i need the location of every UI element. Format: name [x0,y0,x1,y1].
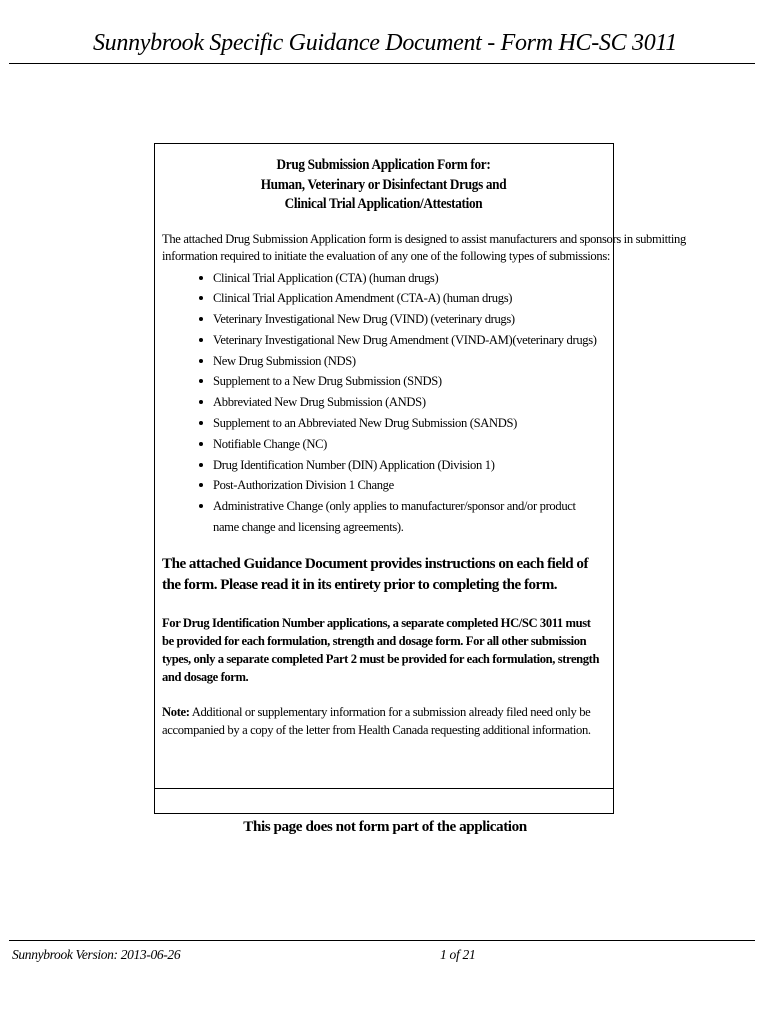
intro-line: information required to initiate the evaluation of any one of the following types of submissions: [162,249,611,263]
bullet-icon [199,463,203,467]
bullet-icon [199,442,203,446]
submission-type-list [162,268,605,538]
bullet-icon [199,504,203,508]
list-item [190,475,605,496]
empty-strip-box [154,789,614,814]
list-item [190,351,605,372]
list-item [190,496,593,538]
footer-version: Sunnybrook Version: 2013-06-26 [12,947,181,962]
list-item [190,434,605,455]
form-info-box [154,143,686,789]
list-item-text: Drug Identification Number (DIN) Application (Division 1) [213,457,495,472]
bullet-icon [199,421,203,425]
din-application-note: For Drug Identification Number applications, a separate completed HC/SC 3011 must be provided for each formulation, strength and dosage form. For all other submission types, only a separate completed Part 2 must be provided for each formulation, strength and dosage form. [162,615,600,684]
bullet-icon [199,338,203,342]
list-item-text: Clinical Trial Application (CTA) (human drugs) [213,270,439,285]
bullet-icon [199,317,203,321]
box-title-line: Drug Submission Application Form for: [276,157,491,173]
box-title-line: Clinical Trial Application/Attestation [284,196,483,212]
list-item-text: Abbreviated New Drug Submission (ANDS) [213,395,426,410]
bullet-icon [199,359,203,363]
bullet-icon [199,379,203,383]
box-title-line: Human, Veterinary or Disinfectant Drugs and [260,176,507,193]
note-text: Additional or supplementary information for a submission already filed need only be accompanied by a copy of the letter from Health Canada requesting additional information. [162,704,591,737]
list-item [190,268,605,289]
bullet-icon [199,400,203,404]
list-item-text: Veterinary Investigational New Drug Amendment (VIND-AM)(veterinary drugs) [213,332,597,347]
list-item-text: Notifiable Change (NC) [213,436,328,451]
list-item-text: New Drug Submission (NDS) [213,353,356,368]
list-item [190,288,605,309]
list-item-text: Post-Authorization Division 1 Change [213,478,394,493]
list-item [190,371,605,392]
bullet-icon [199,296,203,300]
bullet-icon [199,483,203,487]
note-label: Note: [162,704,190,719]
box-title [180,156,588,215]
list-item-text: Clinical Trial Application Amendment (CTA-A) (human drugs) [213,291,513,306]
supplementary-note [162,703,605,739]
list-item [190,309,605,330]
list-item [190,455,605,476]
intro-paragraph [162,231,686,266]
page-number: 1 of 21 [440,947,476,962]
list-item-text: Supplement to an Abbreviated New Drug Submission (SANDS) [213,416,517,431]
list-item [190,392,605,413]
list-item-text: Administrative Change (only applies to manufacturer/sponsor and/or product name change and licensing agreements). [213,499,576,535]
bullet-icon [199,276,203,280]
footer-divider [9,940,755,941]
list-item [190,413,605,434]
disclaimer-text: This page does not form part of the application [243,818,527,835]
list-item [190,330,605,351]
list-item-text: Veterinary Investigational New Drug (VIND) (veterinary drugs) [213,312,515,327]
page-header-title: Sunnybrook Specific Guidance Document - Form HC-SC 3011 [92,30,678,56]
guidance-notice: The attached Guidance Document provides instructions on each field of the form. Please read it in its entirety prior to completing the form. [162,555,589,593]
list-item-text: Supplement to a New Drug Submission (SNDS) [213,374,442,389]
intro-line: The attached Drug Submission Application form is designed to assist manufacturers and sponsors in submitting [162,231,686,246]
header-divider [9,63,755,64]
